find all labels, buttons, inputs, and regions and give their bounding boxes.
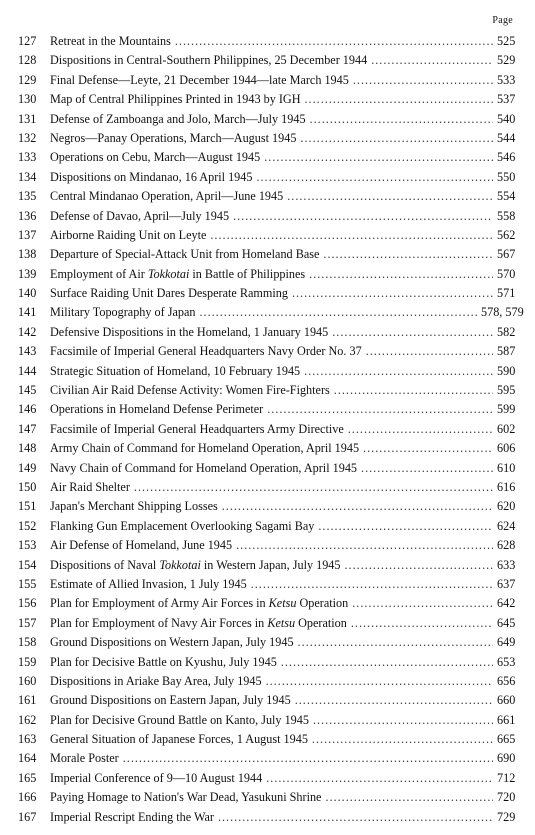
- entry-title: Air Defense of Homeland, June 1945: [50, 538, 233, 553]
- entry-number: 131: [18, 111, 37, 126]
- entry-page-number: 712: [497, 770, 516, 785]
- entry-number: 160: [18, 673, 37, 688]
- entry-page-number: 595: [497, 383, 516, 398]
- toc-entry: [0, 556, 535, 575]
- toc-entry: [0, 517, 535, 536]
- dot-leader: [352, 594, 493, 613]
- entry-page-number: 624: [497, 518, 516, 533]
- dot-leader: [251, 575, 493, 594]
- dot-leader: [371, 51, 493, 70]
- entry-number: 132: [18, 130, 37, 145]
- entry-title-italic: Tokkotai: [159, 557, 201, 572]
- toc-entry: [0, 90, 535, 109]
- toc-entry: [0, 148, 535, 167]
- dot-leader: [175, 32, 493, 51]
- dot-leader: [134, 478, 493, 497]
- entry-title: Air Raid Shelter: [50, 479, 130, 494]
- entry-title: Ground Dispositions on Eastern Japan, July 1945: [50, 693, 291, 708]
- entry-number: 136: [18, 208, 37, 223]
- entry-title: Final Defense—Leyte, 21 December 1944—late March 1945: [50, 72, 349, 87]
- entry-title-text: Operation: [296, 596, 349, 611]
- entry-number: 141: [18, 305, 37, 320]
- entry-page-number: 533: [497, 72, 516, 87]
- entry-title: Imperial Conference of 9—10 August 1944: [50, 770, 263, 785]
- dot-leader: [266, 769, 493, 788]
- entry-number: 155: [18, 576, 37, 591]
- entry-number: 139: [18, 266, 37, 281]
- entry-title: Strategic Situation of Homeland, 10 February 1945: [50, 363, 301, 378]
- entry-title: Paying Homage to Nation's War Dead, Yasukuni Shrine: [50, 790, 322, 805]
- entry-page-number: 537: [497, 92, 516, 107]
- entry-title-text: Dispositions of Naval: [50, 557, 160, 572]
- toc-entry: [0, 207, 535, 226]
- entry-title: Dispositions in Ariake Bay Area, July 1945: [50, 673, 262, 688]
- dot-leader: [313, 711, 493, 730]
- entry-page-number: 529: [497, 53, 516, 68]
- toc-entry: [0, 808, 535, 827]
- toc-entry: [0, 478, 535, 497]
- entry-title: Defense of Davao, April—July 1945: [50, 208, 230, 223]
- toc-entry: [0, 110, 535, 129]
- dot-leader: [344, 556, 493, 575]
- entry-number: 130: [18, 92, 37, 107]
- toc-entry: [0, 788, 535, 807]
- dot-leader: [123, 749, 493, 768]
- entry-number: 143: [18, 344, 37, 359]
- entry-number: 128: [18, 53, 37, 68]
- toc-entry: [0, 536, 535, 555]
- entry-title: Airborne Raiding Unit on Leyte: [50, 227, 207, 242]
- toc-entry: [0, 342, 535, 361]
- entry-title: Plan for Decisive Battle on Kyushu, July 1945: [50, 654, 277, 669]
- entry-page-number: 587: [497, 344, 516, 359]
- entry-number: 134: [18, 169, 37, 184]
- toc-entry: [0, 226, 535, 245]
- entry-number: 149: [18, 460, 37, 475]
- entry-number: 133: [18, 150, 37, 165]
- entry-page-number: 550: [497, 169, 516, 184]
- toc-entry: [0, 653, 535, 672]
- entry-title: Flanking Gun Emplacement Overlooking Sagami Bay: [50, 518, 315, 533]
- entry-number: 163: [18, 732, 37, 747]
- entry-page-number: 656: [497, 673, 516, 688]
- entry-title-italic: Ketsu: [268, 596, 297, 611]
- entry-title: General Situation of Japanese Forces, 1 August 1945: [50, 732, 308, 747]
- entry-title: Japan's Merchant Shipping Losses: [50, 499, 218, 514]
- entry-page-number: 544: [497, 130, 516, 145]
- dot-leader: [292, 284, 493, 303]
- entry-number: 150: [18, 479, 37, 494]
- list-of-illustrations: [0, 32, 535, 827]
- dot-leader: [366, 342, 493, 361]
- entry-page-number: 578, 579: [481, 305, 524, 320]
- entry-title: [50, 556, 340, 575]
- toc-entry: [0, 711, 535, 730]
- toc-entry: [0, 265, 535, 284]
- entry-page-number: 540: [497, 111, 516, 126]
- entry-title: Dispositions on Mindanao, 16 April 1945: [50, 169, 253, 184]
- dot-leader: [300, 129, 493, 148]
- entry-title: Facsimile of Imperial General Headquarters Army Directive: [50, 421, 344, 436]
- entry-title: Ground Dispositions on Western Japan, July 1945: [50, 635, 294, 650]
- entry-number: 154: [18, 557, 37, 572]
- toc-entry: [0, 245, 535, 264]
- entry-title: Estimate of Allied Invasion, 1 July 1945: [50, 576, 247, 591]
- entry-title: Defensive Dispositions in the Homeland, 1 January 1945: [50, 324, 329, 339]
- entry-number: 148: [18, 441, 37, 456]
- entry-title-text: Plan for Employment of Navy Air Forces in: [50, 615, 268, 630]
- entry-title: Imperial Rescript Ending the War: [50, 809, 214, 824]
- entry-number: 156: [18, 596, 37, 611]
- dot-leader: [295, 691, 493, 710]
- entry-number: 147: [18, 421, 37, 436]
- entry-number: 158: [18, 635, 37, 650]
- toc-entry: [0, 672, 535, 691]
- toc-entry: [0, 614, 535, 633]
- entry-page-number: 562: [497, 227, 516, 242]
- entry-page-number: 525: [497, 34, 516, 48]
- entry-page-number: 590: [497, 363, 516, 378]
- entry-page-number: 645: [497, 615, 516, 630]
- dot-leader: [312, 730, 493, 749]
- dot-leader: [298, 633, 493, 652]
- dot-leader: [323, 245, 493, 264]
- dot-leader: [361, 459, 493, 478]
- dot-leader: [305, 90, 494, 109]
- entry-number: 142: [18, 324, 37, 339]
- entry-number: 127: [18, 34, 37, 48]
- entry-title: Defense of Zamboanga and Jolo, March—July 1945: [50, 111, 306, 126]
- toc-entry: [0, 323, 535, 342]
- dot-leader: [353, 71, 493, 90]
- entry-title: [50, 614, 347, 633]
- entry-title-text: in Western Japan, July 1945: [200, 557, 341, 572]
- entry-page-number: 660: [497, 693, 516, 708]
- entry-number: 162: [18, 712, 37, 727]
- toc-entry: [0, 769, 535, 788]
- toc-entry: [0, 129, 535, 148]
- dot-leader: [267, 400, 493, 419]
- toc-entry: [0, 187, 535, 206]
- entry-page-number: 653: [497, 654, 516, 669]
- dot-leader: [236, 536, 493, 555]
- toc-entry: [0, 303, 535, 322]
- dot-leader: [304, 362, 493, 381]
- dot-leader: [266, 672, 493, 691]
- dot-leader: [310, 110, 493, 129]
- toc-entry: [0, 400, 535, 419]
- toc-entry: [0, 71, 535, 90]
- entry-number: 164: [18, 751, 37, 766]
- entry-title-text: Operation: [295, 615, 347, 630]
- entry-title: Negros—Panay Operations, March—August 1945: [50, 130, 297, 145]
- dot-leader: [210, 226, 493, 245]
- dot-leader: [318, 517, 493, 536]
- dot-leader: [325, 788, 493, 807]
- entry-number: 129: [18, 72, 37, 87]
- toc-entry: [0, 362, 535, 381]
- toc-entry: [0, 284, 535, 303]
- entry-page-number: 570: [497, 266, 516, 281]
- entry-title: [50, 265, 305, 284]
- entry-page-number: 633: [497, 557, 516, 572]
- entry-title: [50, 594, 348, 613]
- dot-leader: [199, 303, 477, 322]
- dot-leader: [334, 381, 493, 400]
- toc-entry: [0, 459, 535, 478]
- entry-number: 137: [18, 227, 37, 242]
- entry-page-number: 571: [497, 286, 516, 301]
- entry-page-number: 602: [497, 421, 516, 436]
- entry-number: 145: [18, 383, 37, 398]
- toc-entry: [0, 168, 535, 187]
- entry-title-italic: Tokkotai: [147, 266, 190, 281]
- toc-entry: [0, 730, 535, 749]
- entry-number: 152: [18, 518, 37, 533]
- entry-title: Military Topography of Japan: [50, 305, 196, 320]
- entry-page-number: 690: [497, 751, 516, 766]
- toc-entry: [0, 691, 535, 710]
- entry-title-text: Plan for Employment of Army Air Forces in: [50, 596, 269, 611]
- dot-leader: [332, 323, 493, 342]
- dot-leader: [256, 168, 493, 187]
- entry-number: 159: [18, 654, 37, 669]
- entry-title: Plan for Decisive Ground Battle on Kanto, July 1945: [50, 712, 309, 727]
- entry-number: 157: [18, 615, 37, 630]
- entry-number: 146: [18, 402, 37, 417]
- entry-number: 144: [18, 363, 37, 378]
- dot-leader: [351, 614, 493, 633]
- entry-title-italic: Ketsu: [267, 615, 296, 630]
- entry-title: Central Mindanao Operation, April—June 1945: [50, 189, 284, 204]
- entry-number: 135: [18, 189, 37, 204]
- entry-title: Departure of Special-Attack Unit from Homeland Base: [50, 247, 320, 262]
- dot-leader: [348, 420, 493, 439]
- entry-page-number: 620: [497, 499, 516, 514]
- entry-number: 140: [18, 286, 37, 301]
- entry-page-number: 567: [497, 247, 516, 262]
- dot-leader: [222, 497, 493, 516]
- entry-page-number: 720: [497, 790, 516, 805]
- toc-entry: [0, 749, 535, 768]
- dot-leader: [287, 187, 493, 206]
- entry-title: Operations in Homeland Defense Perimeter: [50, 402, 264, 417]
- entry-page-number: 649: [497, 635, 516, 650]
- entry-page-number: 546: [497, 150, 516, 165]
- entry-number: 151: [18, 499, 37, 514]
- entry-number: 138: [18, 247, 37, 262]
- toc-entry: [0, 497, 535, 516]
- entry-number: 166: [18, 790, 37, 805]
- dot-leader: [264, 148, 493, 167]
- entry-page-number: 628: [497, 538, 516, 553]
- entry-number: 153: [18, 538, 37, 553]
- entry-title: Map of Central Philippines Printed in 1943 by IGH: [50, 92, 301, 107]
- entry-title-text: Employment of Air: [50, 266, 148, 281]
- toc-entry: [0, 575, 535, 594]
- entry-page-number: 554: [497, 189, 516, 204]
- entry-title: Army Chain of Command for Homeland Operation, April 1945: [50, 441, 360, 456]
- entry-number: 161: [18, 693, 37, 708]
- dot-leader: [363, 439, 493, 458]
- entry-page-number: 616: [497, 479, 516, 494]
- toc-entry: [0, 594, 535, 613]
- entry-title: Civilian Air Raid Defense Activity: Women Fire-Fighters: [50, 383, 330, 398]
- toc-entry: [0, 439, 535, 458]
- dot-leader: [233, 207, 493, 226]
- page-column-header: Page: [492, 15, 513, 26]
- dot-leader: [281, 653, 493, 672]
- dot-leader: [218, 808, 493, 827]
- entry-page-number: 582: [497, 324, 516, 339]
- dot-leader: [309, 265, 493, 284]
- toc-entry: [0, 32, 535, 51]
- entry-page-number: 642: [497, 596, 516, 611]
- toc-entry: [0, 420, 535, 439]
- entry-page-number: 599: [497, 402, 516, 417]
- entry-number: 165: [18, 770, 37, 785]
- entry-title: Navy Chain of Command for Homeland Operation, April 1945: [50, 460, 358, 475]
- entry-page-number: 665: [497, 732, 516, 747]
- entry-title: Morale Poster: [50, 751, 119, 766]
- entry-page-number: 661: [497, 712, 516, 727]
- entry-page-number: 558: [497, 208, 516, 223]
- entry-page-number: 729: [497, 809, 516, 824]
- entry-page-number: 606: [497, 441, 516, 456]
- entry-page-number: 637: [497, 576, 516, 591]
- entry-number: 167: [18, 809, 37, 824]
- toc-entry: [0, 633, 535, 652]
- entry-title: Retreat in the Mountains: [50, 34, 171, 48]
- entry-title: Dispositions in Central-Southern Philippines, 25 December 1944: [50, 53, 368, 68]
- entry-page-number: 610: [497, 460, 516, 475]
- entry-title-text: in Battle of Philippines: [189, 266, 306, 281]
- entry-title: Facsimile of Imperial General Headquarters Navy Order No. 37: [50, 344, 362, 359]
- entry-title: Surface Raiding Unit Dares Desperate Ramming: [50, 286, 288, 301]
- entry-title: Operations on Cebu, March—August 1945: [50, 150, 261, 165]
- toc-entry: [0, 51, 535, 70]
- toc-entry: [0, 381, 535, 400]
